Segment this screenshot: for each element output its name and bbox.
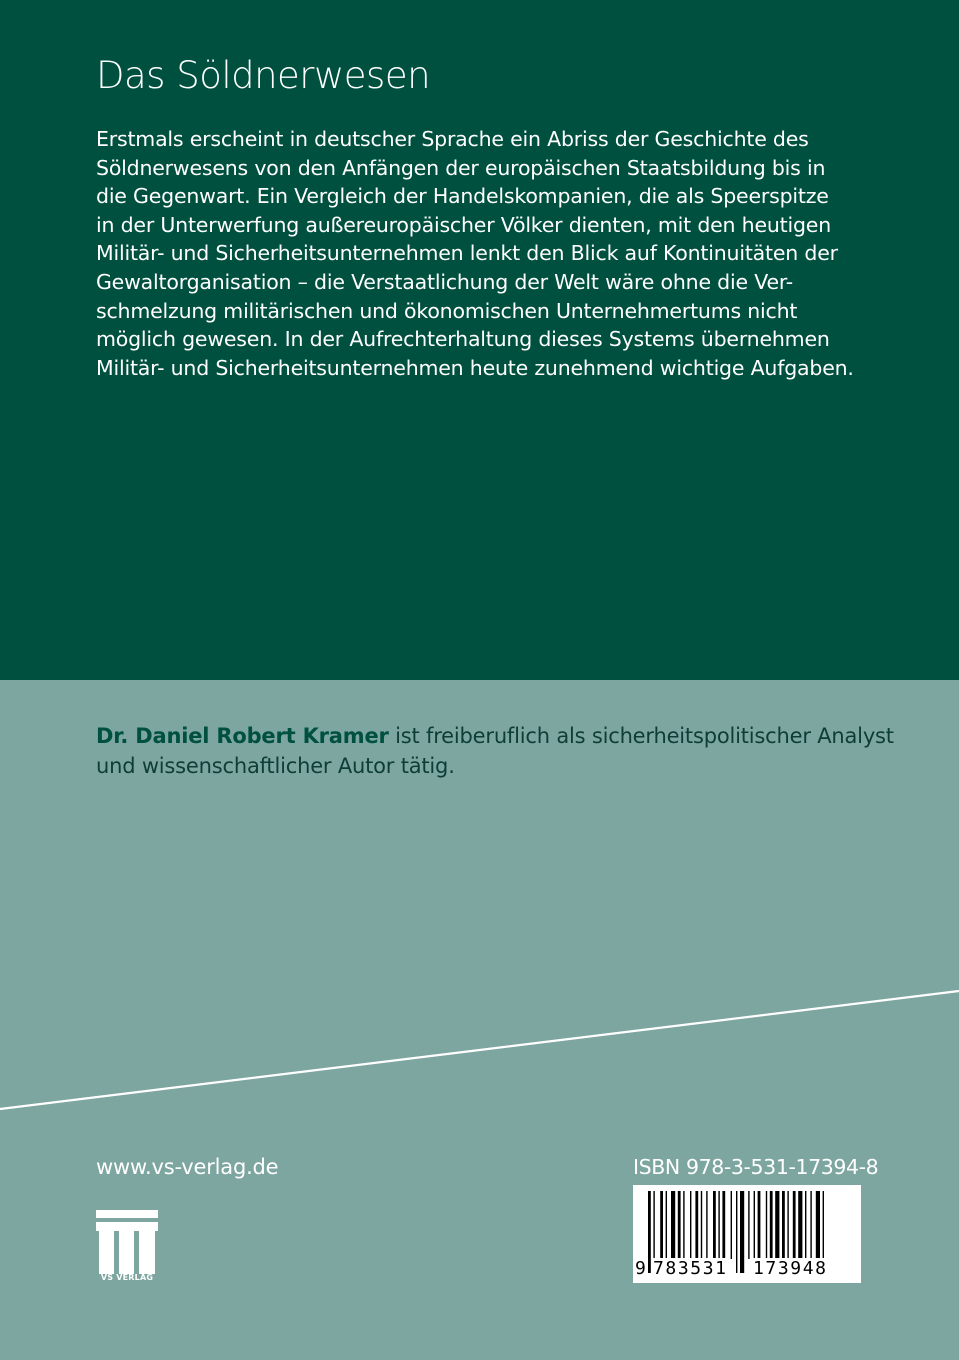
blurb-line: möglich gewesen. In der Aufrechterhaltung dieses Systems übernehmen — [96, 327, 830, 352]
barcode-bar — [766, 1191, 767, 1259]
barcode-bar — [754, 1191, 755, 1259]
barcode-bar — [666, 1191, 667, 1259]
barcode-bar — [731, 1191, 732, 1259]
book-blurb — [96, 125, 886, 382]
author-bio-text: ist freiberuflich als sicherheitspolitischer Analyst — [388, 724, 894, 748]
publisher-website: www.vs-verlag.de — [96, 1155, 279, 1179]
barcode-bar — [810, 1191, 811, 1259]
barcode-bar — [695, 1191, 698, 1259]
barcode-bar — [683, 1191, 684, 1259]
blurb-line: in der Unterwerfung außereuropäischer Völker dienten, mit den heutigen — [96, 212, 832, 237]
barcode-bar — [798, 1191, 802, 1259]
author-bio-line — [96, 721, 896, 751]
barcode-bar — [722, 1191, 725, 1259]
barcode-bar — [671, 1191, 675, 1259]
barcode-bar — [816, 1191, 820, 1259]
barcode-bar — [706, 1191, 707, 1259]
author-name: Dr. Daniel Robert Kramer — [96, 724, 389, 748]
blurb-line: die Gegenwart. Ein Vergleich der Handelskompanien, die als Speerspitze — [96, 184, 829, 209]
blurb-line: Erstmals erscheint in deutscher Sprache ein Abriss der Geschichte des — [96, 127, 809, 151]
barcode-bar — [787, 1191, 788, 1259]
barcode-bar — [701, 1191, 702, 1259]
barcode-bar — [718, 1191, 719, 1259]
publisher-logo-text: VS VERLAG — [100, 1273, 154, 1282]
blurb-line: schmelzung militärischen und ökonomischen Unternehmertums nicht — [96, 298, 798, 323]
diagonal-divider-line — [0, 980, 959, 1120]
barcode-bar — [678, 1191, 681, 1259]
blurb-line: Söldnerwesens von den Anfängen der europäischen Staatsbildung bis in — [96, 155, 826, 180]
barcode-bar — [690, 1191, 691, 1259]
barcode-digits — [633, 1258, 861, 1280]
author-bio-line: und wissenschaftlicher Autor tätig. — [96, 754, 455, 778]
blurb-line: Militär- und Sicherheitsunternehmen heute zunehmend wichtige Aufgaben. — [96, 355, 854, 380]
isbn-barcode — [633, 1185, 861, 1283]
barcode-group-right: 173948 — [753, 1258, 828, 1279]
barcode-bar — [770, 1191, 773, 1259]
barcode-first-digit: 9 — [635, 1258, 646, 1279]
barcode-bar — [805, 1191, 806, 1259]
barcode-bar — [793, 1191, 796, 1259]
blurb-line: Gewaltorganisation – die Verstaatlichung der Welt wäre ohne die Ver- — [96, 269, 793, 294]
blurb-line: Militär- und Sicherheitsunternehmen lenkt den Blick auf Kontinuitäten der — [96, 241, 838, 266]
barcode-group-left: 783531 — [653, 1258, 728, 1279]
barcode-bar — [748, 1191, 749, 1259]
barcode-bar — [758, 1191, 761, 1259]
barcode-bar — [775, 1191, 779, 1259]
barcode-bar — [782, 1191, 785, 1259]
barcode-bar — [713, 1191, 716, 1259]
isbn-label: ISBN 978-3-531-17394-8 — [633, 1155, 879, 1179]
author-bio — [96, 721, 896, 781]
barcode-bar — [660, 1191, 663, 1259]
book-title: Das Söldnerwesen — [96, 54, 431, 97]
